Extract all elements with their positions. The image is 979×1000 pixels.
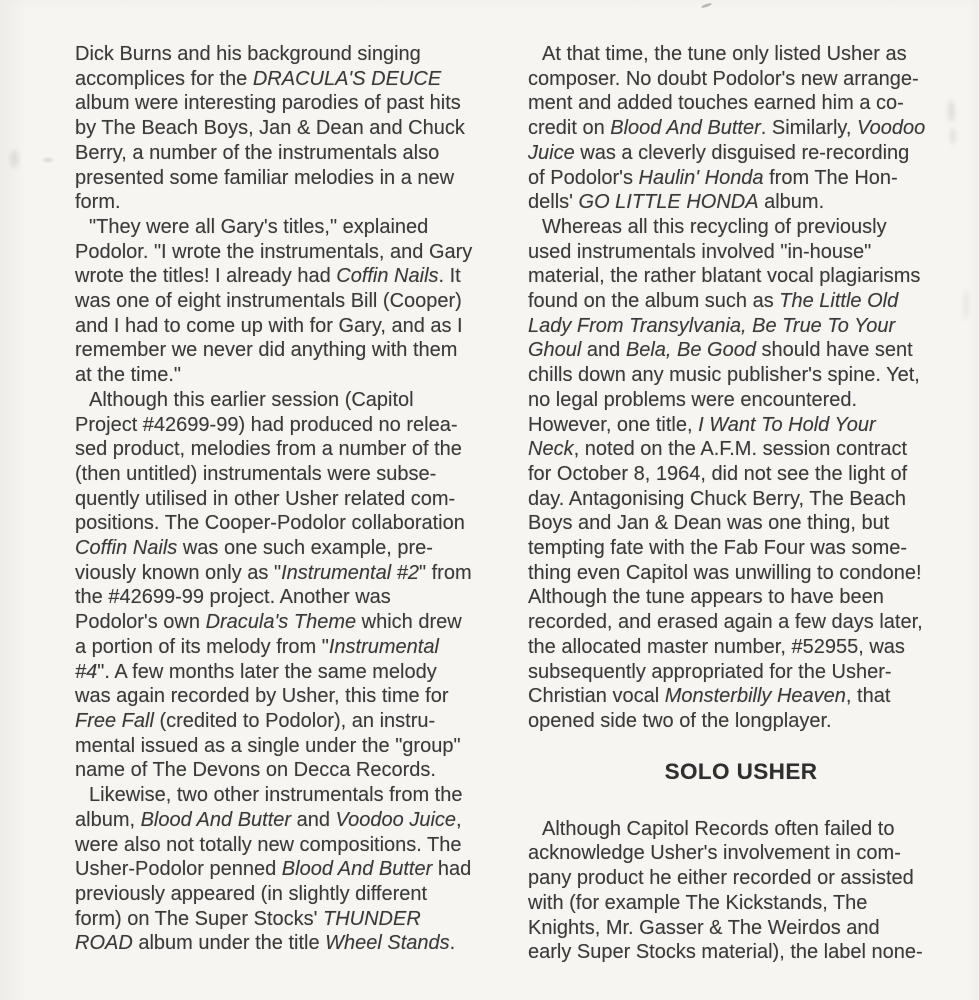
text-segment: positions. The Cooper-Podolor collaboration — [75, 512, 465, 535]
text-line — [528, 536, 954, 561]
text-segment: Boys and Jan & Dean was one thing, but — [528, 512, 890, 535]
text-segment: Ghoul — [528, 339, 582, 362]
text-column-left — [75, 42, 501, 956]
text-segment: (then untitled) instrumentals were subse- — [75, 462, 437, 485]
text-line — [528, 215, 954, 240]
text-segment: . It — [438, 265, 461, 288]
text-line — [528, 610, 954, 635]
text-segment: Haulin' Honda — [638, 166, 764, 189]
text-line — [528, 91, 954, 116]
text-line — [75, 437, 501, 462]
text-segment: form) on The Super Stocks' — [75, 907, 323, 930]
text-line — [75, 91, 501, 116]
text-segment: Coffin Nails — [75, 537, 178, 560]
text-line — [528, 866, 954, 891]
text-segment: Berry, a number of the instrumentals also — [75, 141, 440, 164]
text-segment: accomplices for the — [75, 67, 253, 90]
text-segment: Voodoo Juice — [335, 808, 457, 831]
text-segment: , that — [845, 685, 891, 708]
text-segment: DRACULA'S DEUCE — [252, 67, 442, 90]
text-segment: by The Beach Boys, Jan & Dean and Chuck — [75, 117, 465, 140]
text-line — [75, 215, 501, 240]
text-line — [75, 487, 501, 512]
text-segment: Lady From Transylvania, Be True To Your — [528, 314, 896, 337]
text-segment: sed product, melodies from a number of the — [75, 438, 462, 461]
text-segment: acknowledge Usher's involvement in com- — [528, 842, 901, 865]
text-line — [528, 314, 954, 339]
text-segment: previously appeared (in slightly different — [75, 882, 428, 905]
text-segment: name of The Devons on Decca Records. — [75, 759, 436, 782]
text-segment: dells' — [528, 191, 579, 214]
text-line — [75, 684, 501, 709]
paragraph — [75, 388, 501, 783]
text-line — [75, 67, 501, 92]
text-segment: and I had to come up with for Gary, and as I — [75, 314, 463, 337]
text-line — [528, 42, 954, 67]
text-line — [528, 338, 954, 363]
text-segment: , — [456, 808, 462, 831]
text-line — [75, 240, 501, 265]
text-segment: GO LITTLE HONDA — [578, 191, 759, 214]
text-segment: Dick Burns and his background singing — [75, 43, 421, 65]
text-segment: no legal problems were encountered. — [528, 388, 858, 411]
text-line — [528, 817, 954, 842]
text-segment: from The Hon- — [763, 166, 898, 189]
text-segment: was again recorded by Usher, this time for — [75, 685, 449, 708]
text-segment: album. — [758, 191, 825, 214]
text-segment: viously known only as " — [75, 561, 282, 584]
text-line — [75, 907, 501, 932]
text-segment: early Super Stocks material), the label none- — [528, 941, 923, 964]
text-line — [75, 289, 501, 314]
text-segment: was a cleverly disguised re-recording — [574, 141, 910, 164]
text-segment: day. Antagonising Chuck Berry, The Beach — [528, 487, 906, 510]
text-line — [75, 190, 501, 215]
text-line — [75, 857, 501, 882]
text-line — [528, 141, 954, 166]
text-segment: " from — [418, 561, 472, 584]
text-segment: Christian vocal — [528, 685, 665, 708]
text-line — [528, 916, 954, 941]
text-line — [75, 363, 501, 388]
scan-smudge — [963, 290, 969, 320]
text-segment: Podolor's own — [75, 611, 206, 634]
text-segment: At that time, the tune only listed Usher as — [542, 43, 907, 65]
text-line — [75, 42, 501, 67]
text-segment: recorded, and erased again a few days later, — [528, 611, 923, 634]
paragraph — [528, 42, 954, 215]
text-line — [75, 931, 501, 956]
text-line — [528, 561, 954, 586]
paragraph — [528, 817, 954, 965]
text-segment: presented some familiar melodies in a new — [75, 166, 455, 189]
text-segment: credit on — [528, 117, 611, 140]
text-line — [75, 264, 501, 289]
text-segment: mental issued as a single under the "group" — [75, 734, 461, 757]
text-line — [528, 240, 954, 265]
text-segment: Blood And Butter — [281, 858, 433, 881]
text-segment: the #42699-99 project. Another was — [75, 586, 391, 609]
text-line — [528, 264, 954, 289]
text-segment: at the time." — [75, 364, 182, 387]
text-segment: opened side two of the longplayer. — [528, 709, 832, 732]
text-line — [528, 388, 954, 413]
text-line — [528, 462, 954, 487]
text-segment: pany product he either recorded or assisted — [528, 867, 914, 890]
text-segment: for October 8, 1964, did not see the light of — [528, 462, 908, 485]
text-line — [528, 363, 954, 388]
paragraph — [75, 42, 501, 215]
text-segment: "They were all Gary's titles," explained — [89, 215, 429, 238]
text-segment: material, the rather blatant vocal plagiarisms — [528, 265, 921, 288]
text-segment: wrote the titles! I already had — [75, 265, 337, 288]
text-segment: Monsterbilly Heaven — [664, 685, 846, 708]
text-line — [75, 660, 501, 685]
text-line — [75, 166, 501, 191]
text-line — [75, 314, 501, 339]
text-segment: THUNDER — [323, 907, 421, 930]
paragraph — [528, 215, 954, 734]
text-segment: album were interesting parodies of past hits — [75, 92, 461, 115]
text-segment: used instrumentals involved "in-house" — [528, 240, 872, 263]
text-segment: album under the title — [132, 932, 326, 955]
text-line — [528, 660, 954, 685]
text-segment: The Little Old — [779, 290, 899, 313]
text-segment: ROAD — [75, 932, 133, 955]
text-segment: Dracula's Theme — [205, 611, 357, 634]
section-heading: SOLO USHER — [664, 758, 818, 784]
text-segment: should have sent — [755, 339, 913, 362]
text-line — [528, 190, 954, 215]
scan-smudge — [948, 100, 955, 122]
text-segment: which drew — [356, 611, 462, 634]
text-line — [75, 338, 501, 363]
text-segment: found on the album such as — [528, 290, 780, 313]
text-segment: (credited to Podolor), an instru- — [153, 709, 436, 732]
text-line — [528, 585, 954, 610]
text-segment: Wheel Stands — [325, 932, 450, 955]
text-segment: I Want To Hold Your — [698, 413, 876, 436]
text-segment: was one such example, pre- — [177, 537, 433, 560]
text-segment: , noted on the A.F.M. session contract — [573, 438, 908, 461]
text-segment: quently utilised in other Usher related com- — [75, 487, 456, 510]
text-line — [75, 141, 501, 166]
text-segment: had — [432, 858, 472, 881]
text-segment: ment and added touches earned him a co- — [528, 92, 904, 115]
text-segment: thing even Capitol was unwilling to condone! — [528, 561, 922, 584]
scan-smudge — [950, 128, 956, 144]
text-line — [75, 882, 501, 907]
text-segment: Although the tune appears to have been — [528, 586, 884, 609]
text-segment: Podolor. "I wrote the instrumentals, and Gary — [75, 240, 473, 263]
text-line — [75, 635, 501, 660]
text-segment: Instrumental — [328, 635, 439, 658]
text-line — [528, 166, 954, 191]
text-segment: composer. No doubt Podolor's new arrange- — [528, 67, 919, 90]
text-segment: #4 — [75, 660, 98, 683]
text-segment: were also not totally new compositions. The — [75, 833, 462, 856]
text-line — [75, 833, 501, 858]
text-segment: and — [581, 339, 626, 362]
text-segment: subsequently appropriated for the Usher- — [528, 660, 892, 683]
text-segment: Free Fall — [75, 709, 154, 732]
text-line — [75, 388, 501, 413]
text-segment: album, — [75, 808, 141, 831]
text-line — [75, 585, 501, 610]
text-line — [528, 891, 954, 916]
text-segment: form. — [75, 191, 121, 214]
text-line — [75, 561, 501, 586]
text-segment: Blood And Butter — [140, 808, 292, 831]
text-line — [528, 684, 954, 709]
text-line — [75, 610, 501, 635]
text-line — [528, 709, 954, 734]
text-segment: was one of eight instrumentals Bill (Cooper) — [75, 290, 462, 313]
text-segment: Project #42699-99) had produced no relea- — [75, 413, 458, 436]
paragraph — [75, 215, 501, 388]
text-segment: Likewise, two other instrumentals from the — [89, 784, 463, 807]
scan-smudge — [43, 158, 53, 162]
scan-speck — [701, 2, 712, 8]
text-line — [75, 758, 501, 783]
text-segment: a portion of its melody from " — [75, 635, 329, 658]
text-segment: remember we never did anything with them — [75, 339, 458, 362]
text-segment: and — [291, 808, 336, 831]
text-line — [75, 783, 501, 808]
text-segment: Voodoo — [857, 117, 926, 140]
text-segment: Knights, Mr. Gasser & The Weirdos and — [528, 916, 880, 939]
text-line — [528, 487, 954, 512]
text-segment: Bela, Be Good — [625, 339, 756, 362]
text-segment: . Similarly, — [760, 117, 858, 140]
text-segment: of Podolor's — [528, 166, 639, 189]
text-segment: Although Capitol Records often failed to — [542, 817, 895, 840]
text-line — [75, 462, 501, 487]
text-line — [528, 116, 954, 141]
text-line — [75, 734, 501, 759]
text-line — [75, 808, 501, 833]
text-line — [528, 841, 954, 866]
text-line — [528, 511, 954, 536]
text-segment: ". A few months later the same melody — [97, 660, 437, 683]
text-segment: Although this earlier session (Capitol — [89, 388, 414, 411]
text-segment: Coffin Nails — [336, 265, 439, 288]
text-segment: chills down any music publisher's spine. Yet, — [528, 364, 920, 387]
scan-smudge — [10, 150, 19, 168]
text-segment: Blood And Butter — [610, 117, 761, 140]
text-line — [528, 437, 954, 462]
text-segment: Whereas all this recycling of previously — [542, 215, 887, 238]
text-segment: However, one title, — [528, 413, 699, 436]
text-line — [528, 940, 954, 965]
text-line — [75, 511, 501, 536]
text-line — [75, 709, 501, 734]
text-line — [528, 67, 954, 92]
text-line — [528, 289, 954, 314]
text-line — [75, 536, 501, 561]
paragraph — [75, 783, 501, 956]
text-segment: tempting fate with the Fab Four was some- — [528, 537, 908, 560]
text-line — [75, 116, 501, 141]
text-column-right — [528, 42, 954, 965]
text-line — [528, 635, 954, 660]
text-segment: Juice — [528, 141, 575, 164]
text-line — [75, 413, 501, 438]
text-segment: Instrumental #2 — [281, 561, 419, 584]
text-segment: Neck — [528, 438, 574, 461]
text-segment: the allocated master number, #52955, was — [528, 635, 905, 658]
text-segment: . — [449, 932, 456, 955]
text-line — [528, 413, 954, 438]
text-segment: with (for example The Kickstands, The — [528, 891, 868, 914]
text-segment: Usher-Podolor penned — [75, 858, 282, 881]
